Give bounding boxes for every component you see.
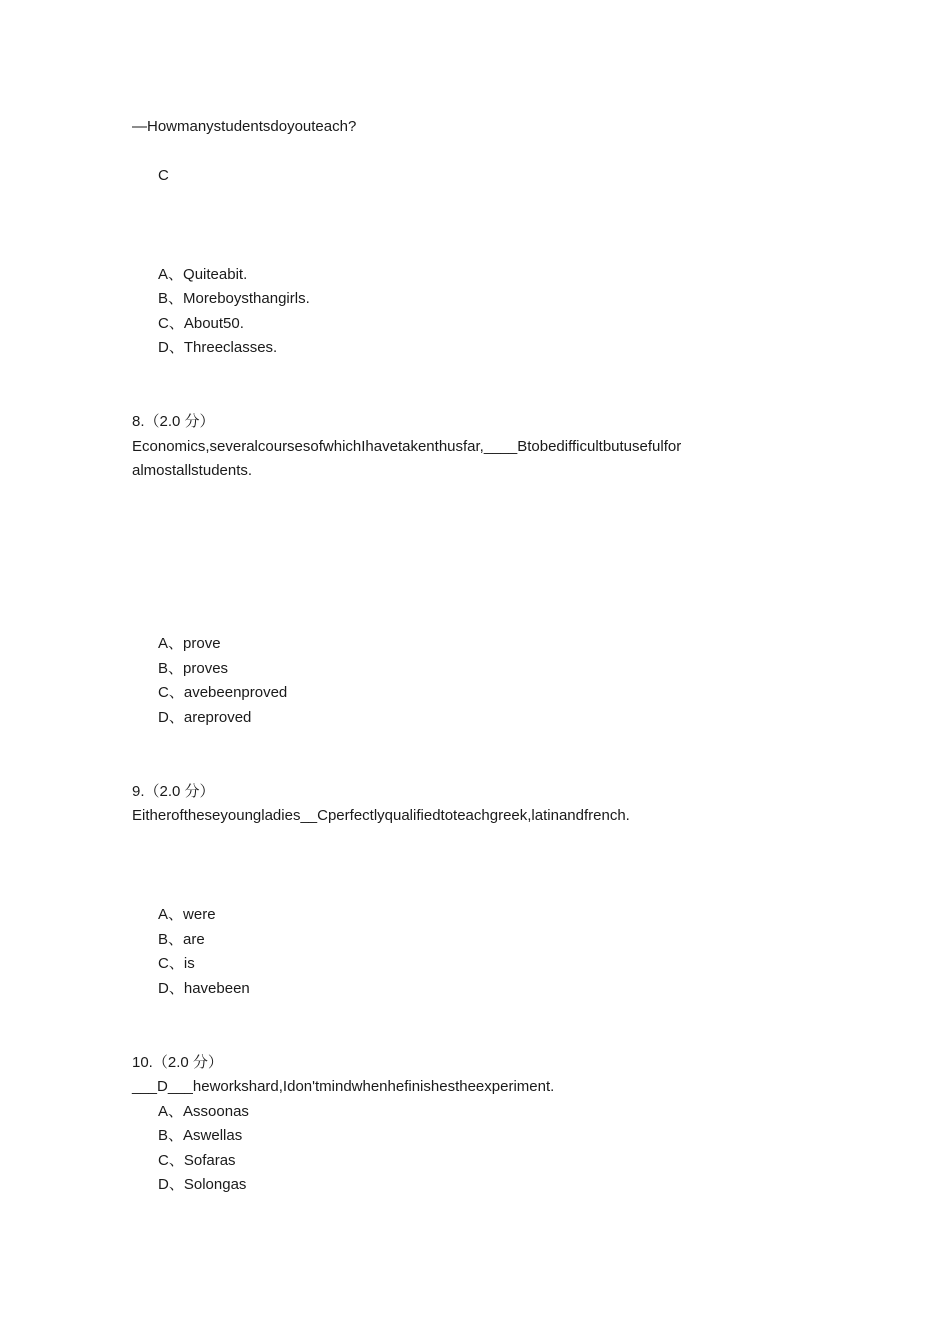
- option-letter: C: [158, 315, 169, 332]
- option-separator: 、: [168, 1176, 184, 1193]
- option-text: havebeen: [183, 980, 250, 997]
- q10-option-d[interactable]: [158, 1175, 246, 1195]
- option-letter: A: [158, 1103, 169, 1120]
- option-separator: 、: [168, 709, 184, 726]
- option-separator: 、: [168, 1152, 184, 1169]
- option-text: prove: [183, 635, 221, 652]
- q8-prompt-line2: almostallstudents.: [132, 462, 253, 479]
- option-text: Sofaras: [183, 1152, 236, 1169]
- option-separator: 、: [168, 906, 184, 923]
- q7-option-c[interactable]: [158, 314, 244, 334]
- option-separator: 、: [168, 315, 184, 332]
- q9-prompt: Eitheroftheseyoungladies__Cperfectlyqualifiedtoteachgreek,latinandfrench.: [132, 807, 630, 824]
- option-letter: A: [158, 266, 169, 283]
- option-text: Threeclasses.: [183, 339, 278, 356]
- q8-prompt-line1: Economics,severalcoursesofwhichIhavetakenthusfar,____Btobedifficultbutusefulfor: [132, 438, 682, 455]
- q7-option-b[interactable]: [158, 289, 310, 309]
- option-letter: A: [158, 906, 169, 923]
- option-text: Solongas: [183, 1176, 247, 1193]
- q8-header: 8.（2.0 分）: [132, 413, 215, 430]
- q7-option-d[interactable]: [158, 338, 277, 358]
- option-text: were: [183, 906, 216, 923]
- option-letter: C: [158, 1152, 169, 1169]
- q10-header: 10.（2.0 分）: [132, 1054, 223, 1071]
- q7-answer: C: [158, 167, 169, 184]
- option-letter: A: [158, 635, 169, 652]
- q8-option-b[interactable]: [158, 659, 228, 679]
- option-text: Moreboysthangirls.: [183, 290, 310, 307]
- q9-option-b[interactable]: [158, 930, 205, 950]
- q8-option-c[interactable]: [158, 683, 287, 703]
- option-separator: 、: [168, 980, 184, 997]
- option-letter: C: [158, 684, 169, 701]
- option-text: Aswellas: [183, 1127, 243, 1144]
- q10-option-a[interactable]: [158, 1102, 249, 1122]
- option-text: are: [183, 931, 205, 948]
- option-letter: C: [158, 955, 169, 972]
- option-separator: 、: [168, 290, 184, 307]
- q9-option-d[interactable]: [158, 979, 250, 999]
- option-letter: B: [158, 931, 169, 948]
- option-separator: 、: [168, 1127, 184, 1144]
- option-letter: D: [158, 709, 169, 726]
- option-letter: B: [158, 1127, 169, 1144]
- option-letter: B: [158, 660, 169, 677]
- option-letter: D: [158, 339, 169, 356]
- q8-option-d[interactable]: [158, 708, 251, 728]
- option-text: About50.: [183, 315, 244, 332]
- q8-option-a[interactable]: [158, 634, 221, 654]
- option-separator: 、: [168, 1103, 184, 1120]
- option-separator: 、: [168, 660, 184, 677]
- option-letter: B: [158, 290, 169, 307]
- option-text: Assoonas: [183, 1103, 249, 1120]
- option-text: proves: [183, 660, 229, 677]
- option-separator: 、: [168, 955, 184, 972]
- option-separator: 、: [168, 339, 184, 356]
- q9-option-a[interactable]: [158, 905, 216, 925]
- option-letter: D: [158, 1176, 169, 1193]
- option-letter: D: [158, 980, 169, 997]
- q10-option-c[interactable]: [158, 1151, 236, 1171]
- option-separator: 、: [168, 684, 184, 701]
- option-text: Quiteabit.: [183, 266, 248, 283]
- q9-option-c[interactable]: [158, 954, 195, 974]
- option-separator: 、: [168, 931, 184, 948]
- option-separator: 、: [168, 266, 184, 283]
- q10-option-b[interactable]: [158, 1126, 242, 1146]
- q7-option-a[interactable]: [158, 265, 247, 285]
- q10-prompt: ___D___heworkshard,Idon'tmindwhenhefinishestheexperiment.: [132, 1078, 555, 1095]
- option-text: avebeenproved: [183, 684, 288, 701]
- q9-header: 9.（2.0 分）: [132, 783, 215, 800]
- option-separator: 、: [168, 635, 184, 652]
- option-text: areproved: [183, 709, 252, 726]
- option-text: is: [183, 955, 195, 972]
- q7-prompt: —Howmanystudentsdoyouteach?: [132, 118, 357, 135]
